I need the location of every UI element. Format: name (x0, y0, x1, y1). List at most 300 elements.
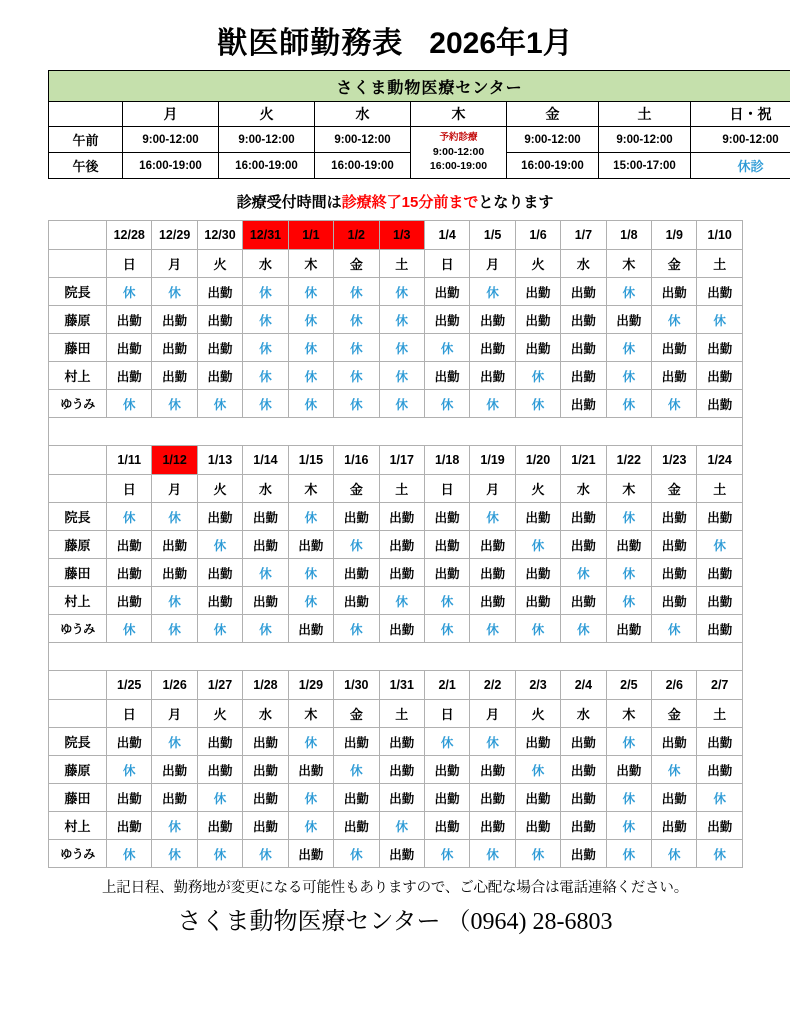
schedule-cell-off: 休 (152, 840, 197, 868)
schedule-date-cell: 1/27 (197, 671, 242, 700)
schedule-dow-cell: 月 (152, 250, 197, 278)
schedule-cell-working: 出勤 (652, 531, 697, 559)
schedule-cell-off: 休 (515, 756, 560, 784)
schedule-staff-name: 院長 (49, 503, 107, 531)
schedule-cell-working: 出勤 (152, 531, 197, 559)
schedule-staff-name: 村上 (49, 362, 107, 390)
schedule-staff-row (49, 615, 743, 643)
schedule-dow-cell: 木 (606, 250, 651, 278)
hours-thursday-cell (411, 127, 507, 179)
schedule-dow-cell: 月 (470, 475, 515, 503)
schedule-cell-working: 出勤 (288, 531, 333, 559)
schedule-cell-working: 出勤 (197, 728, 242, 756)
schedule-dow-cell: 火 (515, 250, 560, 278)
schedule-cell-working: 出勤 (243, 812, 288, 840)
schedule-dow-cell: 水 (243, 475, 288, 503)
schedule-cell-working: 出勤 (561, 306, 606, 334)
schedule-cell-working: 出勤 (515, 503, 560, 531)
schedule-staff-row (49, 756, 743, 784)
schedule-cell-working: 出勤 (379, 784, 424, 812)
schedule-block-separator (49, 418, 743, 446)
schedule-cell-working: 出勤 (197, 756, 242, 784)
schedule-cell-off: 休 (424, 587, 469, 615)
schedule-date-cell: 2/6 (652, 671, 697, 700)
schedule-dow-cell: 月 (152, 700, 197, 728)
schedule-cell-off: 休 (334, 362, 379, 390)
schedule-cell-working: 出勤 (197, 334, 242, 362)
schedule-cell-off: 休 (334, 615, 379, 643)
schedule-cell-working: 出勤 (197, 587, 242, 615)
page-footer (45, 868, 745, 936)
hours-thursday-label: 予約診療 (439, 131, 478, 143)
schedule-cell-off: 休 (288, 587, 333, 615)
schedule-cell-off: 休 (197, 390, 242, 418)
schedule-cell-working: 出勤 (152, 756, 197, 784)
clinic-hours-table (48, 70, 790, 179)
schedule-cell-off: 休 (152, 390, 197, 418)
schedule-cell-off: 休 (652, 306, 697, 334)
schedule-staff-name: 村上 (49, 812, 107, 840)
schedule-dow-cell: 水 (561, 250, 606, 278)
schedule-dow-cell: 火 (515, 700, 560, 728)
schedule-date-cell: 12/28 (107, 221, 152, 250)
schedule-cell-working: 出勤 (652, 362, 697, 390)
schedule-dow-cell: 月 (470, 250, 515, 278)
schedule-cell-working: 出勤 (424, 812, 469, 840)
schedule-cell-working: 出勤 (107, 587, 152, 615)
schedule-staff-row (49, 728, 743, 756)
schedule-cell-working: 出勤 (697, 615, 742, 643)
schedule-cell-working: 出勤 (424, 559, 469, 587)
schedule-block-separator (49, 643, 743, 671)
schedule-dow-row-corner (49, 250, 107, 278)
schedule-cell-working: 出勤 (334, 812, 379, 840)
schedule-date-cell: 1/31 (379, 671, 424, 700)
schedule-cell-working: 出勤 (606, 306, 651, 334)
schedule-cell-off: 休 (288, 278, 333, 306)
notice-highlight: 診療終了15分前まで (341, 194, 479, 211)
schedule-cell-off: 休 (424, 390, 469, 418)
schedule-cell-working: 出勤 (697, 559, 742, 587)
schedule-dow-cell: 金 (334, 700, 379, 728)
schedule-date-cell: 1/13 (197, 446, 242, 475)
schedule-staff-row (49, 531, 743, 559)
footer-note: 上記日程、勤務地が変更になる可能性もありますので、ご心配な場合は電話連絡ください。 (101, 880, 688, 896)
schedule-dow-cell: 木 (606, 700, 651, 728)
schedule-staff-name: 藤原 (49, 756, 107, 784)
schedule-date-row-corner (49, 221, 107, 250)
schedule-staff-name: ゆうみ (49, 615, 107, 643)
schedule-dow-cell: 土 (379, 250, 424, 278)
schedule-cell-working: 出勤 (152, 362, 197, 390)
schedule-cell-off: 休 (288, 390, 333, 418)
schedule-staff-name: ゆうみ (49, 840, 107, 868)
hours-day-tue: 火 (219, 102, 315, 127)
schedule-cell-working: 出勤 (470, 362, 515, 390)
schedule-cell-off: 休 (606, 278, 651, 306)
schedule-cell-off: 休 (107, 503, 152, 531)
schedule-cell-off: 休 (334, 840, 379, 868)
schedule-cell-off: 休 (697, 840, 742, 868)
schedule-dow-cell: 土 (697, 700, 742, 728)
schedule-cell-off: 休 (107, 615, 152, 643)
schedule-cell-off: 休 (243, 390, 288, 418)
hours-pm-fri: 16:00-19:00 (507, 153, 599, 179)
schedule-cell-working: 出勤 (697, 587, 742, 615)
schedule-cell-off: 休 (243, 306, 288, 334)
schedule-date-cell: 2/5 (606, 671, 651, 700)
schedule-date-cell: 1/5 (470, 221, 515, 250)
schedule-dow-cell: 木 (288, 475, 333, 503)
schedule-cell-off: 休 (379, 812, 424, 840)
schedule-staff-row (49, 559, 743, 587)
schedule-staff-name: 藤田 (49, 334, 107, 362)
schedule-cell-working: 出勤 (243, 784, 288, 812)
schedule-cell-working: 出勤 (424, 278, 469, 306)
schedule-cell-working: 出勤 (424, 362, 469, 390)
schedule-dow-cell: 土 (697, 475, 742, 503)
schedule-cell-working: 出勤 (652, 559, 697, 587)
schedule-dow-cell: 火 (197, 250, 242, 278)
schedule-dow-cell: 日 (424, 475, 469, 503)
schedule-dow-cell: 水 (561, 475, 606, 503)
schedule-cell-working: 出勤 (652, 503, 697, 531)
schedule-cell-off: 休 (379, 306, 424, 334)
schedule-cell-working: 出勤 (470, 334, 515, 362)
reception-notice (0, 191, 790, 212)
schedule-cell-working: 出勤 (424, 531, 469, 559)
schedule-cell-working: 出勤 (652, 784, 697, 812)
schedule-cell-working: 出勤 (107, 531, 152, 559)
schedule-staff-name: ゆうみ (49, 390, 107, 418)
schedule-staff-name: 院長 (49, 728, 107, 756)
schedule-cell-working: 出勤 (606, 756, 651, 784)
schedule-dow-row (49, 250, 743, 278)
schedule-cell-working: 出勤 (197, 559, 242, 587)
schedule-date-cell: 1/30 (334, 671, 379, 700)
schedule-cell-off: 休 (334, 531, 379, 559)
schedule-cell-working: 出勤 (379, 559, 424, 587)
schedule-cell-working: 出勤 (424, 503, 469, 531)
schedule-cell-off: 休 (152, 278, 197, 306)
schedule-cell-working: 出勤 (152, 306, 197, 334)
schedule-dow-cell: 土 (379, 700, 424, 728)
schedule-cell-working: 出勤 (561, 362, 606, 390)
schedule-cell-off: 休 (606, 503, 651, 531)
schedule-date-row-corner (49, 671, 107, 700)
hours-period-pm: 午後 (49, 153, 123, 179)
schedule-cell-off: 休 (152, 587, 197, 615)
schedule-dow-cell: 土 (379, 475, 424, 503)
schedule-cell-working: 出勤 (334, 503, 379, 531)
schedule-date-cell: 1/21 (561, 446, 606, 475)
schedule-cell-working: 出勤 (243, 531, 288, 559)
schedule-dow-cell: 日 (107, 700, 152, 728)
clinic-name-row (49, 71, 790, 102)
schedule-cell-working: 出勤 (561, 587, 606, 615)
schedule-cell-working: 出勤 (470, 812, 515, 840)
schedule-cell-working: 出勤 (561, 531, 606, 559)
footer-clinic-contact: さくま動物医療センター （0964) 28-6803 (177, 909, 613, 935)
schedule-cell-working: 出勤 (197, 503, 242, 531)
schedule-cell-off: 休 (288, 362, 333, 390)
schedule-cell-off: 休 (515, 362, 560, 390)
schedule-cell-working: 出勤 (424, 784, 469, 812)
schedule-cell-working: 出勤 (379, 531, 424, 559)
hours-am-tue: 9:00-12:00 (219, 127, 315, 153)
schedule-cell-off: 休 (107, 840, 152, 868)
schedule-cell-off: 休 (334, 278, 379, 306)
schedule-cell-off: 休 (288, 812, 333, 840)
schedule-cell-working: 出勤 (697, 390, 742, 418)
schedule-date-cell: 1/19 (470, 446, 515, 475)
schedule-cell-working: 出勤 (515, 812, 560, 840)
schedule-date-row (49, 671, 743, 700)
schedule-cell-working: 出勤 (470, 306, 515, 334)
schedule-dow-cell: 水 (243, 700, 288, 728)
schedule-cell-working: 出勤 (697, 812, 742, 840)
schedule-cell-off: 休 (197, 531, 242, 559)
schedule-cell-off: 休 (470, 503, 515, 531)
schedule-date-cell: 1/23 (652, 446, 697, 475)
schedule-staff-name: 村上 (49, 587, 107, 615)
schedule-date-cell: 1/29 (288, 671, 333, 700)
schedule-date-cell: 1/24 (697, 446, 742, 475)
schedule-staff-name: 藤原 (49, 531, 107, 559)
schedule-date-cell: 1/7 (561, 221, 606, 250)
schedule-cell-off: 休 (606, 362, 651, 390)
clinic-name: さくま動物医療センター (49, 71, 790, 102)
hours-am-sun: 9:00-12:00 (691, 127, 790, 153)
schedule-cell-working: 出勤 (697, 362, 742, 390)
schedule-cell-off: 休 (379, 390, 424, 418)
schedule-date-cell: 1/15 (288, 446, 333, 475)
schedule-cell-off: 休 (424, 840, 469, 868)
schedule-date-cell: 2/7 (697, 671, 742, 700)
schedule-cell-off: 休 (197, 840, 242, 868)
schedule-cell-working: 出勤 (561, 503, 606, 531)
hours-morning-row (49, 127, 790, 153)
schedule-cell-off: 休 (152, 615, 197, 643)
schedule-cell-off: 休 (606, 587, 651, 615)
schedule-cell-working: 出勤 (107, 362, 152, 390)
page-title-date: 2026年1月 (429, 27, 573, 60)
schedule-cell-off: 休 (152, 728, 197, 756)
schedule-cell-working: 出勤 (561, 278, 606, 306)
schedule-cell-off: 休 (379, 587, 424, 615)
hours-day-sun-holiday: 日・祝 (691, 102, 790, 127)
schedule-cell-off: 休 (379, 362, 424, 390)
hours-closed-label: 休診 (737, 159, 764, 174)
schedule-date-cell: 1/18 (424, 446, 469, 475)
schedule-cell-off: 休 (697, 306, 742, 334)
schedule-staff-name: 藤田 (49, 559, 107, 587)
page-title-main: 獣医師勤務表 (217, 27, 404, 60)
schedule-cell-off: 休 (334, 756, 379, 784)
hours-am-mon: 9:00-12:00 (123, 127, 219, 153)
schedule-dow-row (49, 700, 743, 728)
schedule-cell-working: 出勤 (515, 278, 560, 306)
schedule-date-cell: 1/8 (606, 221, 651, 250)
schedule-cell-off: 休 (470, 728, 515, 756)
schedule-staff-row (49, 812, 743, 840)
page-title (0, 0, 790, 70)
schedule-cell-working: 出勤 (697, 728, 742, 756)
schedule-date-cell: 12/30 (197, 221, 242, 250)
schedule-cell-working: 出勤 (606, 531, 651, 559)
schedule-cell-off: 休 (107, 756, 152, 784)
schedule-dow-cell: 金 (334, 250, 379, 278)
schedule-staff-row (49, 390, 743, 418)
schedule-date-cell: 1/10 (697, 221, 742, 250)
schedule-cell-working: 出勤 (515, 334, 560, 362)
schedule-cell-working: 出勤 (424, 306, 469, 334)
schedule-cell-off: 休 (606, 334, 651, 362)
schedule-date-cell: 2/1 (424, 671, 469, 700)
schedule-cell-working: 出勤 (243, 503, 288, 531)
schedule-date-cell: 2/2 (470, 671, 515, 700)
schedule-cell-working: 出勤 (379, 503, 424, 531)
schedule-cell-working: 出勤 (652, 587, 697, 615)
hours-day-thu: 木 (411, 102, 507, 127)
schedule-cell-off: 休 (288, 728, 333, 756)
schedule-cell-off: 休 (606, 840, 651, 868)
schedule-dow-cell: 金 (652, 700, 697, 728)
schedule-cell-working: 出勤 (107, 812, 152, 840)
schedule-cell-working: 出勤 (515, 587, 560, 615)
schedule-cell-off: 休 (243, 362, 288, 390)
schedule-cell-working: 出勤 (379, 728, 424, 756)
schedule-cell-working: 出勤 (561, 812, 606, 840)
notice-suffix: となります (478, 194, 554, 211)
schedule-dow-cell: 日 (107, 475, 152, 503)
schedule-dow-cell: 月 (470, 700, 515, 728)
schedule-dow-cell: 月 (152, 475, 197, 503)
schedule-cell-working: 出勤 (470, 756, 515, 784)
schedule-cell-off: 休 (379, 278, 424, 306)
schedule-cell-off: 休 (470, 278, 515, 306)
schedule-cell-working: 出勤 (243, 728, 288, 756)
schedule-cell-working: 出勤 (334, 784, 379, 812)
schedule-cell-off: 休 (515, 531, 560, 559)
schedule-cell-working: 出勤 (561, 784, 606, 812)
schedule-staff-name: 藤田 (49, 784, 107, 812)
schedule-cell-off: 休 (288, 334, 333, 362)
schedule-cell-off: 休 (334, 334, 379, 362)
schedule-cell-working: 出勤 (561, 840, 606, 868)
schedule-dow-cell: 木 (606, 475, 651, 503)
schedule-cell-off: 休 (606, 728, 651, 756)
schedule-cell-working: 出勤 (561, 728, 606, 756)
notice-prefix: 診療受付時間は (236, 194, 342, 211)
schedule-cell-working: 出勤 (697, 503, 742, 531)
schedule-date-cell: 1/6 (515, 221, 560, 250)
schedule-staff-name: 院長 (49, 278, 107, 306)
schedule-date-cell: 1/14 (243, 446, 288, 475)
schedule-cell-off: 休 (697, 784, 742, 812)
schedule-cell-working: 出勤 (243, 756, 288, 784)
schedule-dow-row-corner (49, 700, 107, 728)
schedule-cell-off: 休 (652, 390, 697, 418)
schedule-cell-working: 出勤 (606, 615, 651, 643)
schedule-date-cell-holiday: 1/12 (152, 446, 197, 475)
schedule-cell-off: 休 (243, 840, 288, 868)
schedule-date-cell-holiday: 12/31 (243, 221, 288, 250)
hours-pm-mon: 16:00-19:00 (123, 153, 219, 179)
schedule-cell-working: 出勤 (652, 728, 697, 756)
schedule-staff-row (49, 362, 743, 390)
schedule-cell-working: 出勤 (424, 756, 469, 784)
schedule-cell-working: 出勤 (334, 559, 379, 587)
schedule-cell-off: 休 (606, 784, 651, 812)
schedule-cell-off: 休 (152, 503, 197, 531)
schedule-cell-off: 休 (652, 840, 697, 868)
schedule-cell-off: 休 (107, 278, 152, 306)
schedule-cell-working: 出勤 (652, 278, 697, 306)
schedule-dow-row (49, 475, 743, 503)
schedule-staff-row (49, 306, 743, 334)
schedule-dow-cell: 水 (561, 700, 606, 728)
schedule-cell-off: 休 (288, 784, 333, 812)
schedule-date-cell: 2/4 (561, 671, 606, 700)
schedule-cell-working: 出勤 (197, 812, 242, 840)
schedule-cell-working: 出勤 (107, 728, 152, 756)
schedule-cell-working: 出勤 (379, 615, 424, 643)
hours-am-fri: 9:00-12:00 (507, 127, 599, 153)
schedule-cell-off: 休 (470, 615, 515, 643)
hours-day-sat: 土 (599, 102, 691, 127)
staff-schedule-section (48, 220, 742, 868)
schedule-cell-off: 休 (243, 615, 288, 643)
hours-thursday-am: 9:00-12:00 (432, 145, 485, 158)
schedule-date-cell-holiday: 1/2 (334, 221, 379, 250)
hours-day-mon: 月 (123, 102, 219, 127)
schedule-date-row-corner (49, 446, 107, 475)
schedule-dow-cell: 日 (424, 700, 469, 728)
schedule-cell-off: 休 (107, 390, 152, 418)
schedule-cell-working: 出勤 (288, 840, 333, 868)
schedule-cell-working: 出勤 (107, 784, 152, 812)
schedule-date-row (49, 446, 743, 475)
schedule-dow-cell: 金 (652, 475, 697, 503)
schedule-cell-working: 出勤 (652, 334, 697, 362)
schedule-cell-off: 休 (515, 615, 560, 643)
schedule-cell-off: 休 (197, 615, 242, 643)
hours-pm-wed: 16:00-19:00 (315, 153, 411, 179)
schedule-dow-cell: 日 (107, 250, 152, 278)
schedule-staff-row (49, 278, 743, 306)
schedule-cell-working: 出勤 (470, 531, 515, 559)
hours-am-wed: 9:00-12:00 (315, 127, 411, 153)
schedule-cell-off: 休 (288, 306, 333, 334)
schedule-staff-row (49, 587, 743, 615)
schedule-date-cell: 1/22 (606, 446, 651, 475)
schedule-block-separator-cell (49, 643, 743, 671)
schedule-dow-cell: 日 (424, 250, 469, 278)
schedule-cell-off: 休 (152, 812, 197, 840)
schedule-dow-cell: 金 (652, 250, 697, 278)
schedule-cell-off: 休 (424, 728, 469, 756)
schedule-cell-off: 休 (561, 615, 606, 643)
schedule-date-cell: 12/29 (152, 221, 197, 250)
hours-pm-tue: 16:00-19:00 (219, 153, 315, 179)
schedule-cell-working: 出勤 (470, 559, 515, 587)
hours-day-fri: 金 (507, 102, 599, 127)
schedule-cell-off: 休 (652, 756, 697, 784)
schedule-cell-working: 出勤 (152, 559, 197, 587)
schedule-cell-working: 出勤 (197, 278, 242, 306)
hours-pm-sun (691, 153, 790, 179)
